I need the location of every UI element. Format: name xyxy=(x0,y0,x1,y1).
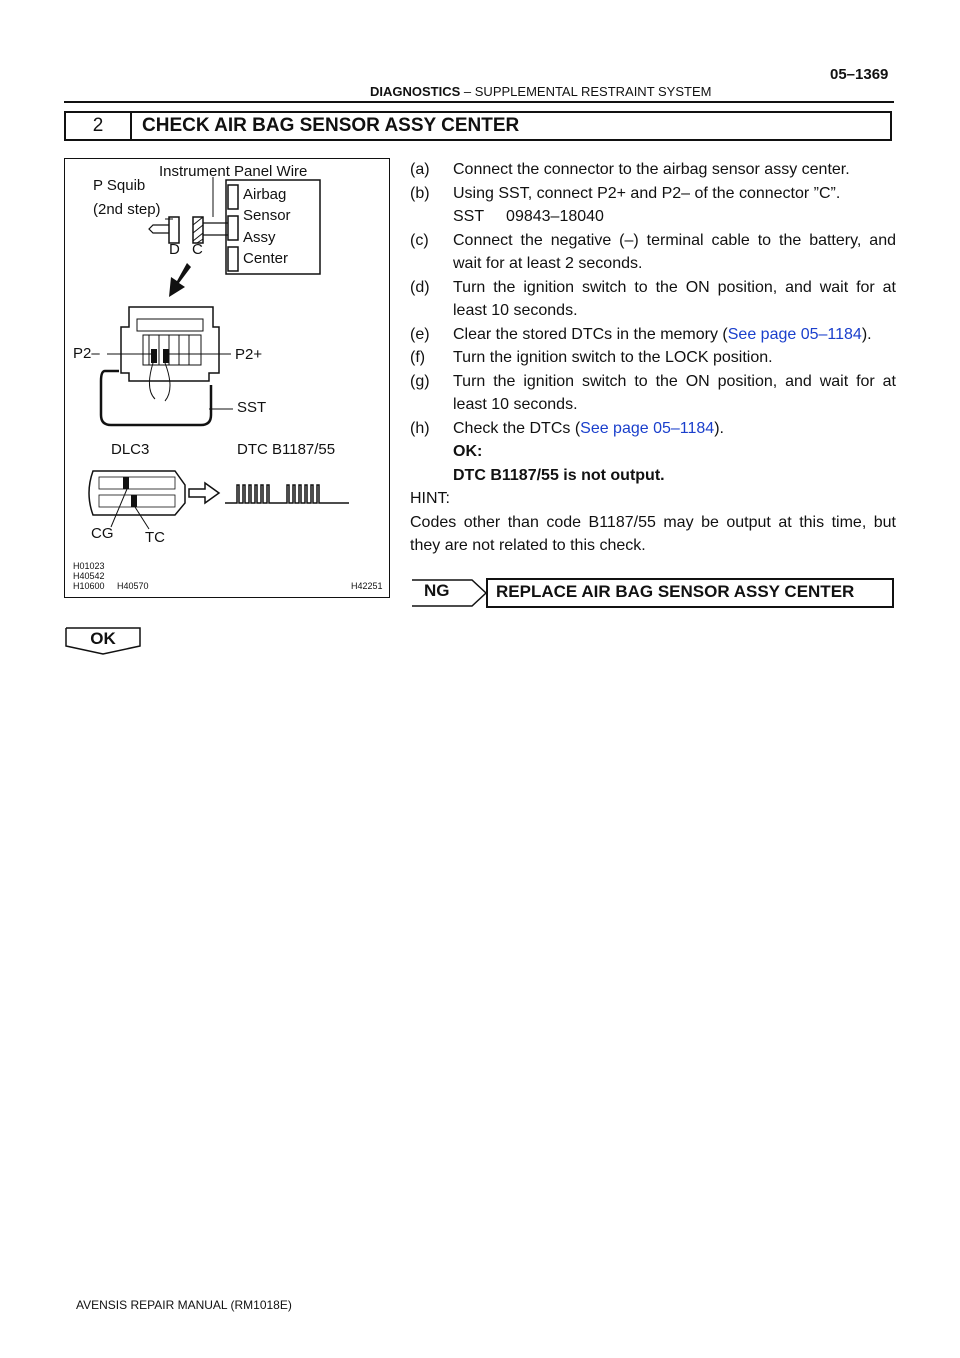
instruction-b xyxy=(410,182,896,206)
header-rule xyxy=(64,101,894,103)
see-page-link[interactable]: See page 05–1184 xyxy=(580,419,715,437)
instruction-list xyxy=(410,158,896,558)
label-sst: SST xyxy=(237,399,267,416)
instruction-letter: (d) xyxy=(410,278,430,296)
instruction-c xyxy=(410,229,896,276)
instruction-text-part: ). xyxy=(714,419,724,437)
label-assy: Assy xyxy=(243,229,276,246)
instruction-text: Connect the negative (–) terminal cable to the battery, and wait for at least 2 seconds. xyxy=(453,231,896,272)
sensor-pin-2 xyxy=(228,216,238,240)
label-cg: CG xyxy=(91,525,114,542)
label-p2-minus: P2– xyxy=(73,345,100,362)
dlc3-connector xyxy=(89,471,185,515)
instruction-text-part: Check the DTCs ( xyxy=(453,419,581,437)
instruction-text: Using SST, connect P2+ and P2– of the connector ”C”. xyxy=(453,184,841,202)
label-sensor: Sensor xyxy=(243,207,291,224)
output-arrow xyxy=(189,483,219,503)
instruction-letter: (h) xyxy=(410,419,430,437)
instruction-letter: (c) xyxy=(410,231,429,249)
instruction-text: Turn the ignition switch to the ON position, and wait for at least 10 seconds. xyxy=(453,372,896,413)
instruction-letter: (g) xyxy=(410,372,430,390)
ng-action-box xyxy=(486,578,894,608)
label-dtc: DTC B1187/55 xyxy=(237,441,336,458)
manual-footer: AVENSIS REPAIR MANUAL (RM1018E) xyxy=(76,1298,292,1312)
section-name: DIAGNOSTICS xyxy=(370,84,461,99)
label-airbag: Airbag xyxy=(243,186,287,203)
ok-condition-label: OK: xyxy=(453,443,483,460)
section-header xyxy=(370,84,711,99)
instruction-text-part: ). xyxy=(861,325,872,343)
instruction-letter: (e) xyxy=(410,325,430,343)
label-connector-d: D xyxy=(169,241,180,258)
instruction-letter: (f) xyxy=(410,349,426,366)
ng-label-wrap xyxy=(410,578,488,608)
instruction-text: Turn the ignition switch to the LOCK position. xyxy=(453,349,773,366)
figure-code-1: H01023 xyxy=(73,561,105,571)
label-p-squib: P Squib xyxy=(93,177,146,194)
sensor-pin-3 xyxy=(228,247,238,271)
ok-result xyxy=(64,626,142,656)
label-center: Center xyxy=(243,250,289,267)
step-header xyxy=(64,111,892,141)
ng-result xyxy=(410,578,894,608)
instruction-text: Connect the connector to the airbag sensor assy center. xyxy=(453,161,850,178)
instruction-g xyxy=(410,370,896,417)
label-p2-plus: P2+ xyxy=(235,346,263,363)
instruction-text: Turn the ignition switch to the ON position, and wait for at least 10 seconds. xyxy=(453,278,896,319)
sensor-connector xyxy=(121,307,219,381)
page-number: 05–1369 xyxy=(830,66,889,83)
label-second-step: (2nd step) xyxy=(93,201,161,218)
section-separator: – xyxy=(460,84,475,99)
instruction-h xyxy=(410,417,896,441)
instruction-e xyxy=(410,323,896,347)
dtc-waveform xyxy=(225,485,349,503)
sensor-pin-1 xyxy=(228,185,238,209)
diagram-figure xyxy=(64,158,390,598)
subsection-name: SUPPLEMENTAL RESTRAINT SYSTEM xyxy=(474,84,712,99)
instruction-letter: (a) xyxy=(410,161,430,178)
figure-code-3: H10600 xyxy=(73,581,105,591)
ok-condition-text: DTC B1187/55 is not output. xyxy=(453,466,665,484)
step-title: CHECK AIR BAG SENSOR ASSY CENTER xyxy=(142,115,520,136)
figure-code-5: H42251 xyxy=(351,581,383,591)
instruction-text xyxy=(453,323,896,347)
ng-action: REPLACE AIR BAG SENSOR ASSY CENTER xyxy=(496,582,855,601)
ng-label: NG xyxy=(424,581,450,600)
instruction-text xyxy=(453,417,896,441)
instruction-f xyxy=(410,346,896,370)
label-tc: TC xyxy=(145,529,165,546)
figure-code-2: H40542 xyxy=(73,571,105,581)
instruction-letter: (b) xyxy=(410,184,430,202)
hint-label: HINT: xyxy=(410,490,450,507)
instruction-d xyxy=(410,276,896,323)
ok-label: OK xyxy=(90,629,116,648)
label-instrument-panel-wire: Instrument Panel Wire xyxy=(159,163,308,180)
label-connector-c: C xyxy=(192,241,203,258)
direction-arrow xyxy=(169,263,191,297)
hint-text: Codes other than code B1187/55 may be output at this time, but they are not related to this check. xyxy=(410,513,896,554)
connector-d xyxy=(169,217,179,243)
sst-tool xyxy=(101,371,211,425)
step-number: 2 xyxy=(66,113,132,139)
instruction-a xyxy=(410,158,896,182)
label-dlc3: DLC3 xyxy=(111,441,150,458)
figure-code-4: H40570 xyxy=(117,581,149,591)
see-page-link[interactable]: See page 05–1184 xyxy=(727,325,862,343)
instruction-text-part: Clear the stored DTCs in the memory ( xyxy=(453,325,728,343)
sst-number: SST 09843–18040 xyxy=(453,208,604,225)
